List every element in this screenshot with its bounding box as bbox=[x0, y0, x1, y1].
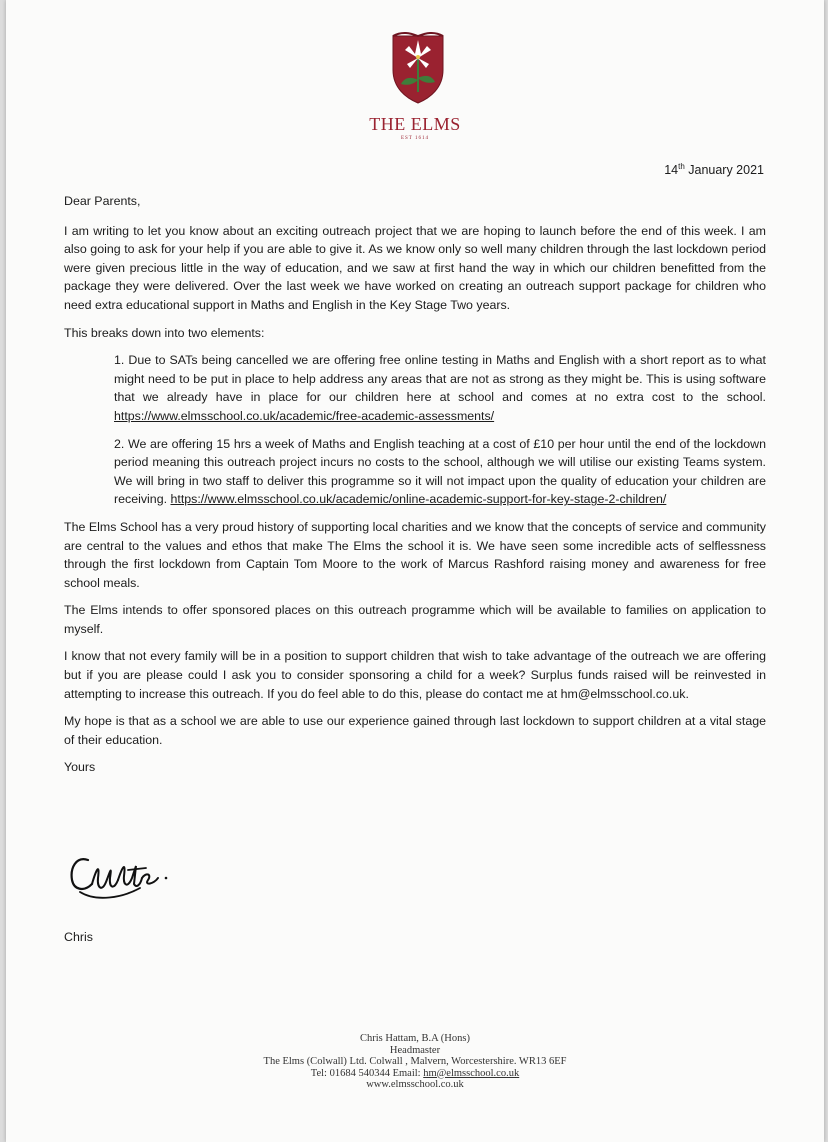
footer-website: www.elmsschool.co.uk bbox=[366, 1079, 464, 1090]
footer-address: The Elms (Colwall) Ltd. Colwall , Malvern, Worcestershire. WR13 6EF bbox=[263, 1056, 567, 1067]
footer-email-link[interactable]: hm@elmsschool.co.uk bbox=[423, 1067, 520, 1079]
letter-footer bbox=[6, 1033, 824, 1091]
paragraph-intro: I am writing to let you know about an exciting outreach project that we are hoping to launch before the end of this week. I am also going to ask for your help if you are able to give it. As we know only so well many children through the last lockdown period were given precious little in the way of education, and we saw at first hand the way in which our children benefitted from the package they were delivered. Over the last week we have worked on creating an outreach support package for children who need extra educational support in Maths and English in the Key Stage Two years. bbox=[64, 223, 766, 312]
paragraph-sponsored-places: The Elms intends to offer sponsored places on this outreach programme which will be available to families on application to myself. bbox=[64, 603, 766, 636]
closing: Yours bbox=[64, 760, 96, 775]
paragraph-sponsorship-request: I know that not every family will be in a position to support children that wish to take advantage of the outreach we are offering but if you are please could I ask you to consider sponsoring a child for a week? Surplus funds raised will be reinvested in attempting to increase this outreach. If you do feel able to do this, please do contact me at hm@elmsschool.co.uk. bbox=[64, 649, 766, 701]
list-item-text: 1. Due to SATs being cancelled we are offering free online testing in Maths and English with a short report as to what might need to be put in place to help address any areas that are not as strong as they might be. This is using software that we already have in place for our children here at school and comes at no extra cost to the school. bbox=[114, 353, 766, 405]
signoff-name: Chris bbox=[64, 930, 93, 944]
letter-body bbox=[64, 192, 766, 786]
footer-headmaster-name: Chris Hattam, B.A (Hons) bbox=[360, 1033, 470, 1044]
list-item bbox=[64, 435, 766, 509]
established-year: EST 1614 bbox=[400, 136, 430, 141]
list-item bbox=[64, 351, 766, 425]
school-crest-logo bbox=[390, 30, 446, 104]
paragraph-elements: This breaks down into two elements: bbox=[64, 325, 265, 340]
paragraph-charity: The Elms School has a very proud history of supporting local charities and we know that the concepts of service and community are central to the values and ethos that make The Elms the school it is. We have seen some incredible acts of selflessness through the first lockdown from Captain Tom Moore to the work of Marcus Rashford raising money and awareness for free school meals. bbox=[64, 519, 766, 590]
handwritten-signature bbox=[66, 848, 176, 914]
assessments-link[interactable]: https://www.elmsschool.co.uk/academic/free-academic-assessments/ bbox=[114, 408, 495, 423]
footer-title: Headmaster bbox=[389, 1044, 441, 1056]
salutation: Dear Parents, bbox=[64, 194, 141, 208]
letter-page bbox=[6, 0, 824, 1142]
academic-support-link[interactable]: https://www.elmsschool.co.uk/academic/online-academic-support-for-key-stage-2-children/ bbox=[170, 492, 667, 507]
list-item-text: 2. We are offering 15 hrs a week of Maths and English teaching at a cost of £10 per hour until the end of the lockdown period meaning this outreach project incurs no costs to the school, although we will utilise our existing Teams system. We will bring in two staff to deliver this programme so it will not impact upon the quality of education your children are receiving. bbox=[114, 436, 766, 507]
paragraph-hope: My hope is that as a school we are able to use our experience gained through last lockdown to support children at a vital stage of their education. bbox=[64, 714, 766, 747]
footer-contact: Tel: 01684 540344 Email: hm@elmsschool.co.uk bbox=[310, 1067, 520, 1079]
letter-date: 14th January 2021 bbox=[664, 162, 764, 178]
school-name-logo: THE ELMS bbox=[369, 114, 461, 134]
